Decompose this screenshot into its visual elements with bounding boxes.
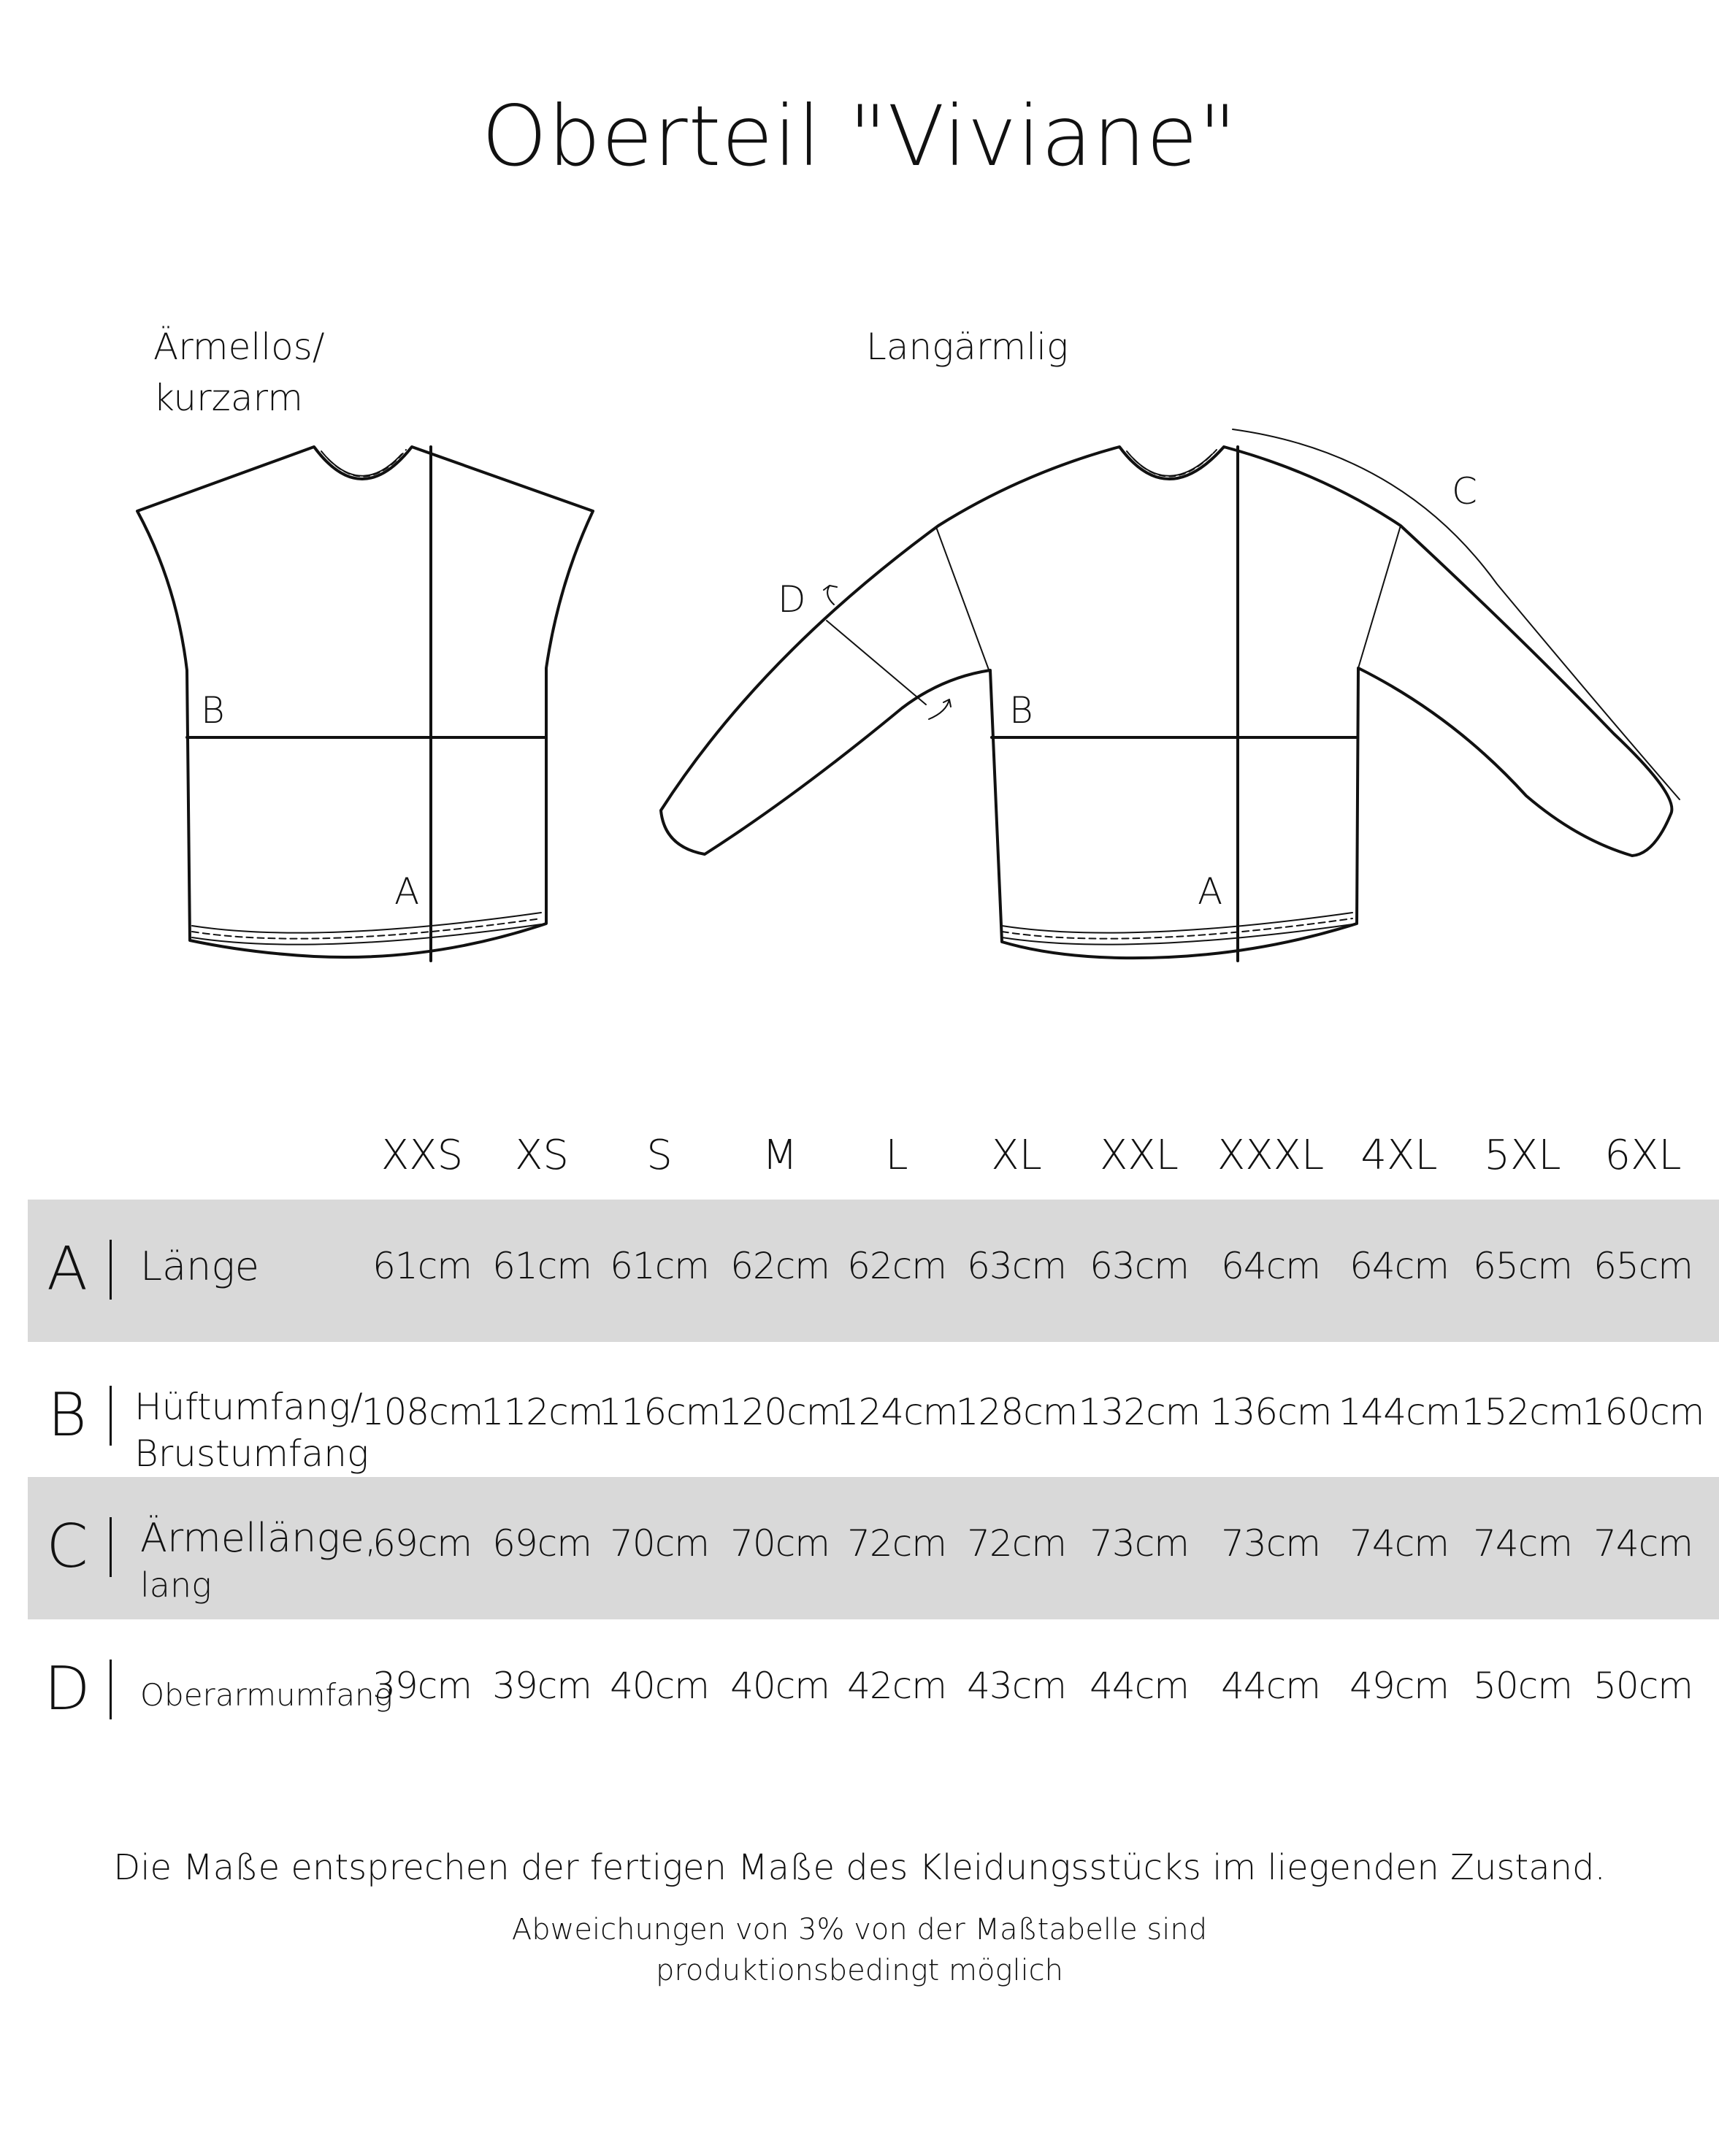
size-header-5: XL — [991, 1132, 1042, 1179]
row-separator — [110, 1517, 112, 1577]
table-cell: 65cm — [1593, 1245, 1693, 1287]
table-cell: 160cm — [1582, 1391, 1704, 1433]
row-label — [140, 1672, 393, 1719]
table-cell: 152cm — [1461, 1391, 1584, 1433]
table-cell: 43cm — [967, 1665, 1066, 1707]
table-cell: 44cm — [1221, 1665, 1320, 1707]
table-cell: 74cm — [1349, 1522, 1449, 1565]
row-label-line2: lang — [140, 1565, 212, 1605]
row-label-line2: Brustumfang — [134, 1432, 369, 1475]
long-sleeve-label: Langärmlig — [866, 326, 1069, 368]
table-cell: 69cm — [492, 1522, 591, 1565]
sleeveless-label-line1: Ärmellos/ — [153, 326, 325, 368]
table-cell: 61cm — [492, 1245, 591, 1287]
row-letter: B — [47, 1381, 87, 1450]
table-cell: 50cm — [1593, 1665, 1693, 1707]
table-cell: 63cm — [1090, 1245, 1189, 1287]
row-label — [134, 1384, 369, 1477]
table-cell: 72cm — [847, 1522, 946, 1565]
footer-disclaimer-line1: Abweichungen von 3% von der Maßtabelle sind — [511, 1913, 1208, 1946]
table-cell: 120cm — [719, 1391, 841, 1433]
size-header-8: 4XL — [1360, 1132, 1438, 1179]
table-cell: 63cm — [967, 1245, 1066, 1287]
table-cell: 39cm — [372, 1665, 472, 1707]
row-letter: A — [46, 1235, 88, 1304]
row-separator — [110, 1386, 112, 1446]
table-cell: 73cm — [1221, 1522, 1320, 1565]
row-letter: D — [44, 1654, 91, 1724]
table-cell: 40cm — [610, 1665, 709, 1707]
marker-d: D — [778, 578, 806, 621]
table-cell: 50cm — [1473, 1665, 1572, 1707]
table-cell: 40cm — [730, 1665, 830, 1707]
table-cell: 128cm — [955, 1391, 1078, 1433]
footer-note: Die Maße entsprechen der fertigen Maße des Kleidungsstücks im liegenden Zustand. — [113, 1847, 1606, 1888]
row-label-line1: Ärmellänge, — [140, 1515, 378, 1561]
size-header-2: S — [646, 1132, 673, 1179]
table-cell: 70cm — [610, 1522, 709, 1565]
table-cell: 62cm — [730, 1245, 830, 1287]
page-title: Oberteil "Viviane" — [481, 88, 1238, 185]
table-cell: 136cm — [1209, 1391, 1332, 1433]
sleeveless-label-line2: kurzarm — [153, 377, 303, 419]
table-cell: 112cm — [481, 1391, 603, 1433]
row-label-line1: Länge — [140, 1243, 260, 1289]
table-cell: 61cm — [610, 1245, 709, 1287]
marker-b-right: B — [1009, 689, 1033, 732]
table-cell: 64cm — [1221, 1245, 1320, 1287]
row-label-line1: Hüftumfang/ — [134, 1386, 363, 1428]
table-cell: 108cm — [361, 1391, 483, 1433]
row-label — [140, 1243, 259, 1290]
marker-a-right: A — [1198, 870, 1223, 913]
long-sleeve-top-drawing — [661, 429, 1680, 961]
row-separator — [110, 1240, 112, 1300]
size-header-3: M — [762, 1132, 798, 1179]
size-header-7: XXXL — [1217, 1132, 1325, 1179]
table-cell: 72cm — [967, 1522, 1066, 1565]
table-cell: 44cm — [1090, 1665, 1189, 1707]
table-cell: 74cm — [1473, 1522, 1572, 1565]
table-cell: 61cm — [372, 1245, 472, 1287]
marker-a-left: A — [394, 870, 420, 913]
table-cell: 116cm — [598, 1391, 721, 1433]
table-cell: 64cm — [1349, 1245, 1449, 1287]
size-header-9: 5XL — [1484, 1132, 1561, 1179]
row-label-line1: Oberarmumfang — [140, 1677, 393, 1713]
table-cell: 70cm — [730, 1522, 830, 1565]
table-cell: 65cm — [1473, 1245, 1572, 1287]
row-label — [140, 1515, 377, 1608]
marker-b-left: B — [201, 689, 225, 732]
table-cell: 74cm — [1593, 1522, 1693, 1565]
size-header-10: 6XL — [1604, 1132, 1682, 1179]
table-cell: 39cm — [492, 1665, 591, 1707]
footer-disclaimer-line2: produktionsbedingt möglich — [655, 1954, 1064, 1987]
size-header-1: XS — [515, 1132, 569, 1179]
size-header-6: XXL — [1100, 1132, 1179, 1179]
table-cell: 73cm — [1090, 1522, 1189, 1565]
table-cell: 132cm — [1078, 1391, 1201, 1433]
table-cell: 69cm — [372, 1522, 472, 1565]
row-separator — [110, 1660, 112, 1719]
marker-c: C — [1452, 470, 1477, 513]
size-header-4: L — [885, 1132, 908, 1179]
table-cell: 42cm — [847, 1665, 946, 1707]
row-letter: C — [46, 1512, 88, 1581]
table-cell: 124cm — [835, 1391, 958, 1433]
size-header-0: XXS — [380, 1132, 464, 1179]
table-cell: 62cm — [847, 1245, 946, 1287]
footer-disclaimer — [0, 1909, 1719, 1991]
table-cell: 49cm — [1349, 1665, 1449, 1707]
table-cell: 144cm — [1338, 1391, 1460, 1433]
garment-diagrams — [0, 0, 1719, 1022]
